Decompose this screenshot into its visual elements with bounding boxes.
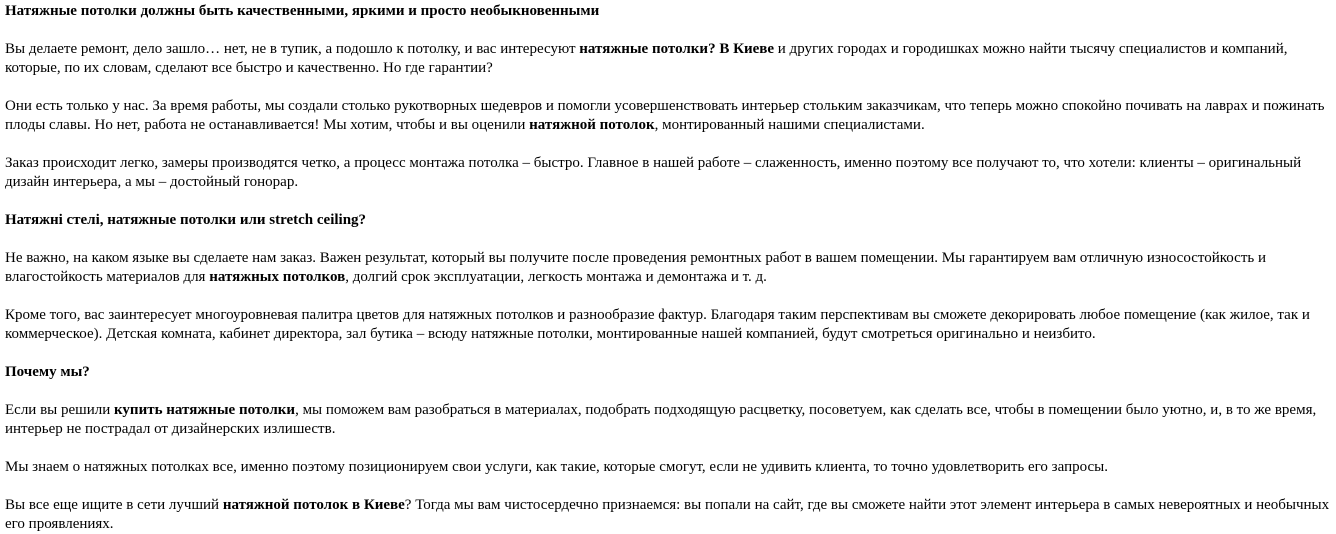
paragraph-guarantees-text-a: Они есть только у нас. За время работы, мы создали столько рукотворных шедевров и помогли усовершенствовать интерьер стольким заказчикам, что теперь можно спокойно почивать на лаврах и пожинать плоды славы. Но нет, работа не останавливается! Мы хотим, чтобы и вы оценили bbox=[5, 98, 1325, 133]
paragraph-guarantees-text-c: , монтированный нашими специалистами. bbox=[654, 117, 925, 133]
paragraph-result bbox=[5, 249, 1331, 287]
paragraph-buy-text-a: Если вы решили bbox=[5, 402, 114, 418]
paragraph-search-text-a: Вы все еще ищите в сети лучший bbox=[5, 497, 223, 513]
paragraph-result-text-a: Не важно, на каком языке вы сделаете нам заказ. Важен результат, который вы получите после проведения ремонтных работ в вашем помещении. Мы гарантируем вам отличную износостойкость и влагостойкость материалов для bbox=[5, 250, 1266, 285]
paragraph-guarantees bbox=[5, 97, 1331, 135]
paragraph-search bbox=[5, 496, 1331, 534]
paragraph-palette: Кроме того, вас заинтересует многоуровневая палитра цветов для натяжных потолков и разнообразие фактур. Благодаря таким перспективам вы сможете декорировать любое помещение (как жилое, так и коммерческое). Детская комната, кабинет директора, зал бутика – всюду натяжные потолки, монтированные нашей компанией, будут смотреться оригинально и неизбито. bbox=[5, 307, 1310, 342]
paragraph-guarantees-bold: натяжной потолок bbox=[529, 117, 655, 133]
paragraph-intro-bold: натяжные потолки? В Киеве bbox=[579, 41, 775, 57]
paragraph-search-bold: натяжной потолок в Киеве bbox=[222, 497, 405, 513]
paragraph-expertise: Мы знаем о натяжных потолках все, именно поэтому позиционируем свои услуги, как такие, которые смогут, если не удивить клиента, то точно удовлетворить его запросы. bbox=[5, 459, 1108, 475]
paragraph-result-bold: натяжных потолков bbox=[209, 269, 346, 285]
paragraph-buy-bold: купить натяжные потолки bbox=[114, 402, 296, 418]
paragraph-search-text-c: ? Тогда мы вам чистосердечно признаемся: вы попали на сайт, где вы сможете найти этот элемент интерьера в самых невероятных и необычных его проявлениях. bbox=[5, 497, 1330, 532]
paragraph-order: Заказ происходит легко, замеры производятся четко, а процесс монтажа потолка – быстро. Главное в нашей работе – слаженность, именно поэтому все получают то, что хотели: клиенты – оригинальный дизайн интерьера, а мы – достойный гонорар. bbox=[5, 155, 1302, 190]
heading-why-us: Почему мы? bbox=[5, 364, 90, 380]
paragraph-intro-text-a: Вы делаете ремонт, дело зашло… нет, не в тупик, а подошло к потолку, и вас интересуют bbox=[5, 41, 580, 57]
paragraph-intro bbox=[5, 40, 1331, 78]
paragraph-intro-text-c: и других городах и городишках можно найти тысячу специалистов и компаний, которые, по их словам, сделают все быстро и качественно. Но где гарантии? bbox=[5, 41, 1288, 76]
paragraph-buy-text-c: , мы поможем вам разобраться в материалах, подобрать подходящую расцветку, посоветуем, как сделать все, чтобы в помещении было уютно, и, в то же время, интерьер не пострадал от дизайнерских излишеств. bbox=[5, 402, 1317, 437]
heading-languages: Натяжні стелі, натяжные потолки или stretch ceiling? bbox=[5, 212, 367, 228]
paragraph-result-text-c: , долгий срок эксплуатации, легкость монтажа и демонтажа и т. д. bbox=[345, 269, 767, 285]
heading-quality: Натяжные потолки должны быть качественными, яркими и просто необыкновенными bbox=[5, 3, 600, 19]
paragraph-buy bbox=[5, 401, 1331, 439]
